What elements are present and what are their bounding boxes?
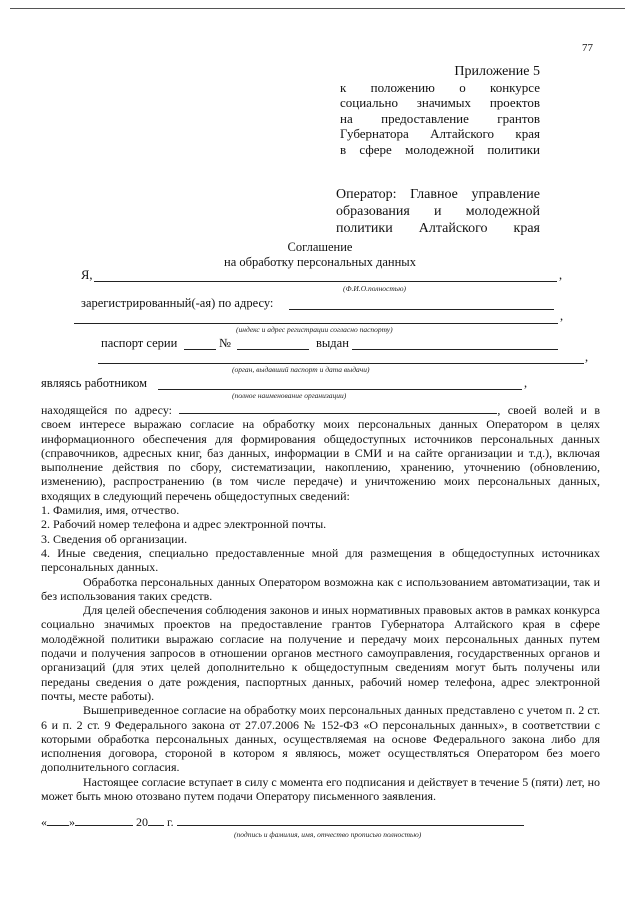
annex-block (340, 64, 540, 157)
i-label: Я, (81, 268, 93, 282)
operator-line: Оператор: Главное управление (336, 187, 540, 202)
address-caption: (индекс и адрес регистрации согласно паспорту) (236, 325, 393, 334)
law-paragraph: Вышеприведенное согласие на обработку моих персональных данных представлено с учетом п. 2 ст. 6 и п. 2 ст. 9 Федерального закона от 27.07.2006 № 152-ФЗ «О персональных данных», в соответствии с которыми обработка персональных данных, осуществляемая на основе Федерального закона либо для исполнения договора, стороной в котором я являюсь, может осуществляться Оператором без моего дополнительного согласия. (41, 703, 600, 775)
passport-series-field[interactable] (184, 349, 216, 350)
annex-line: к положению о конкурсе (340, 79, 540, 95)
address-field-cont[interactable] (74, 323, 558, 324)
signature-row: « » 20 г. (41, 815, 524, 830)
org-address-label: находящейся по адресу: (41, 403, 172, 417)
employee-label: являясь работником (41, 376, 148, 390)
purposes-paragraph: Для целей обеспечения соблюдения законов и иных нормативных правовых актов в рамках конкурса социально значимых проектов на предоставление грантов Губернатора Алтайского края в сфере молодёжной политики выражаю согласие на получение и передачу моих персональных данных путем подачи и получения запросов в отношении органов местного самоуправления, государственных органов и организаций (для этих целей дополнительно к общедоступным сведениям могут быть получены или переданы сведения о дате рождения, паспортных данных, рабочий номер телефона, адрес электронной почты, месте работы). (41, 603, 600, 703)
passport-number-field[interactable] (237, 349, 309, 350)
consent-paragraph: находящейся по адресу: , своей волей и в своем интересе выражаю согласие на обработку моих персональных данных Оператором в целях информационного обеспечения для формирования общедоступных источников персональных данных (справочников, адресных книг, баз данных, информации в СМИ и на сайте организации и т.д.), включая выполнение действия по сбору, систематизации, накоплению, хранению, уточнению (обновлению, изменению), распространению (в том числе передаче) и уничтожению моих персональных данных, входящих в следующий перечень общедоступных сведений: (41, 403, 600, 503)
fio-caption: (Ф.И.О.полностью) (343, 284, 406, 293)
processing-paragraph: Обработка персональных данных Оператором возможна как с использованием автоматизации, так и без использования таких средств. (41, 574, 600, 603)
page-number: 77 (582, 42, 593, 54)
validity-paragraph: Настоящее согласие вступает в силу с момента его подписания и действует в течение 5 (пяти) лет, но может быть мною отозвано путем подачи Оператору письменного заявления. (41, 774, 600, 804)
list-item: 4. Иные сведения, специально предоставленные мной для размещения в общедоступных источниках персональных данных. (41, 545, 600, 575)
annex-line: в сфере молодежной политики (340, 141, 540, 157)
signature-field[interactable] (177, 815, 524, 826)
annex-line: Губернатора Алтайского края (340, 126, 540, 141)
month-field[interactable] (75, 815, 133, 826)
organization-caption: (полное наименование организации) (232, 391, 347, 400)
day-field[interactable] (47, 815, 69, 826)
annex-title: Приложение 5 (454, 64, 540, 79)
passport-series-label: паспорт серии (101, 336, 178, 350)
top-rule (10, 8, 625, 9)
organization-field[interactable] (158, 389, 522, 390)
document-page: 77 Приложение 5 к положению о конкурсе социально значимых проектов на предоставление грантов Губернатора Алтайского края в сфере молодежной политики Оператор: Главное управление образования и молодежной политики Алтайского края Соглашение на обработку персональных данных Я, , (Ф.И.О.полностью) зарегистрированный(-ая) по адресу: , (индекс и адрес регистрации согласно паспорту) паспорт серии № выдан , (орган, выдавший паспорт и дата выдачи) являясь работником , (полное наименование организации) находящейся по адресу: , своей волей и в своем интересе выражаю согласие на обработку моих персональных данных Оператором в целях информационного обеспечения для формирования общедоступных источников персональных данных (справочников, адресных книг, баз данных, информации в СМИ и на сайте организации и т.д.), включая выполнение действия по сбору, систематизации, накоплению, хранению, уточнению (обновлению, изменению), распространению (в том числе передаче) и уничтожению моих персональных данных, входящих в следующий перечень общедоступных сведений: 1. Фамилия, имя, отчество. 2. Рабочий номер телефона и адрес электронной почты. 3. Сведения об организации. 4. Иные сведения, специально предоставленные мной для размещения в общедоступных источниках персональных данных. Обработка персональных данных Оператором возможна как с использованием автоматизации, так и без использования таких средств. Для целей обеспечения соблюдения законов и иных нормативных правовых актов в рамках конкурса социально значимых проектов на предоставление грантов Губернатора Алтайского края в сфере молодёжной политики выражаю согласие на получение и передачу моих персональных данных путем подачи и получения запросов в отношении органов местного самоуправления, государственных органов и организаций (для этих целей дополнительно к общедоступным сведениям могут быть получены или переданы сведения о дате рождения, паспортных данных, рабочий номер телефона, адрес электронной почты, месте работы). Вышеприведенное согласие на обработку моих персональных данных представлено с учетом п. 2 ст. 6 и п. 2 ст. 9 Федерального закона от 27.07.2006 № 152-ФЗ «О персональных данных», в соответствии с которыми обработка персональных данных, осуществляемая на основе Федерального закона либо для исполнения договора, стороной в котором я являюсь, может осуществляться Оператором без моего дополнительного согласия. Настоящее согласие вступает в силу с момента его подписания и действует в течение 5 (пяти) лет, но может быть мною отозвано путем подачи Оператору письменного заявления. « » 20 г. (подпись и фамилия, имя, отчество прописью полностью) (0, 0, 640, 905)
agreement-subtitle: на обработку персональных данных (224, 255, 416, 269)
issued-field-cont[interactable] (98, 363, 584, 364)
registered-label: зарегистрированный(-ая) по адресу: (81, 296, 274, 310)
annex-line: на предоставление грантов (340, 110, 540, 126)
signature-caption: (подпись и фамилия, имя, отчество прописью полностью) (234, 830, 422, 839)
list-item: 1. Фамилия, имя, отчество. (41, 503, 180, 518)
address-field[interactable] (289, 309, 554, 310)
agreement-title: Соглашение (287, 240, 353, 254)
operator-line: образования и молодежной (336, 204, 540, 219)
list-item: 2. Рабочий номер телефона и адрес электронной почты. (41, 517, 327, 532)
passport-number-label: № (219, 336, 231, 350)
operator-block (336, 186, 540, 237)
operator-line: политики Алтайского края (336, 221, 540, 236)
annex-line: социально значимых проектов (340, 95, 540, 110)
year-field[interactable] (148, 815, 164, 826)
agreement-body (41, 403, 600, 803)
issued-label: выдан (316, 336, 349, 350)
org-address-field[interactable] (179, 403, 497, 414)
fio-field[interactable] (94, 281, 557, 282)
issued-field[interactable] (352, 349, 558, 350)
issued-caption: (орган, выдавший паспорт и дата выдачи) (232, 365, 370, 374)
list-item: 3. Сведения об организации. (41, 531, 188, 546)
